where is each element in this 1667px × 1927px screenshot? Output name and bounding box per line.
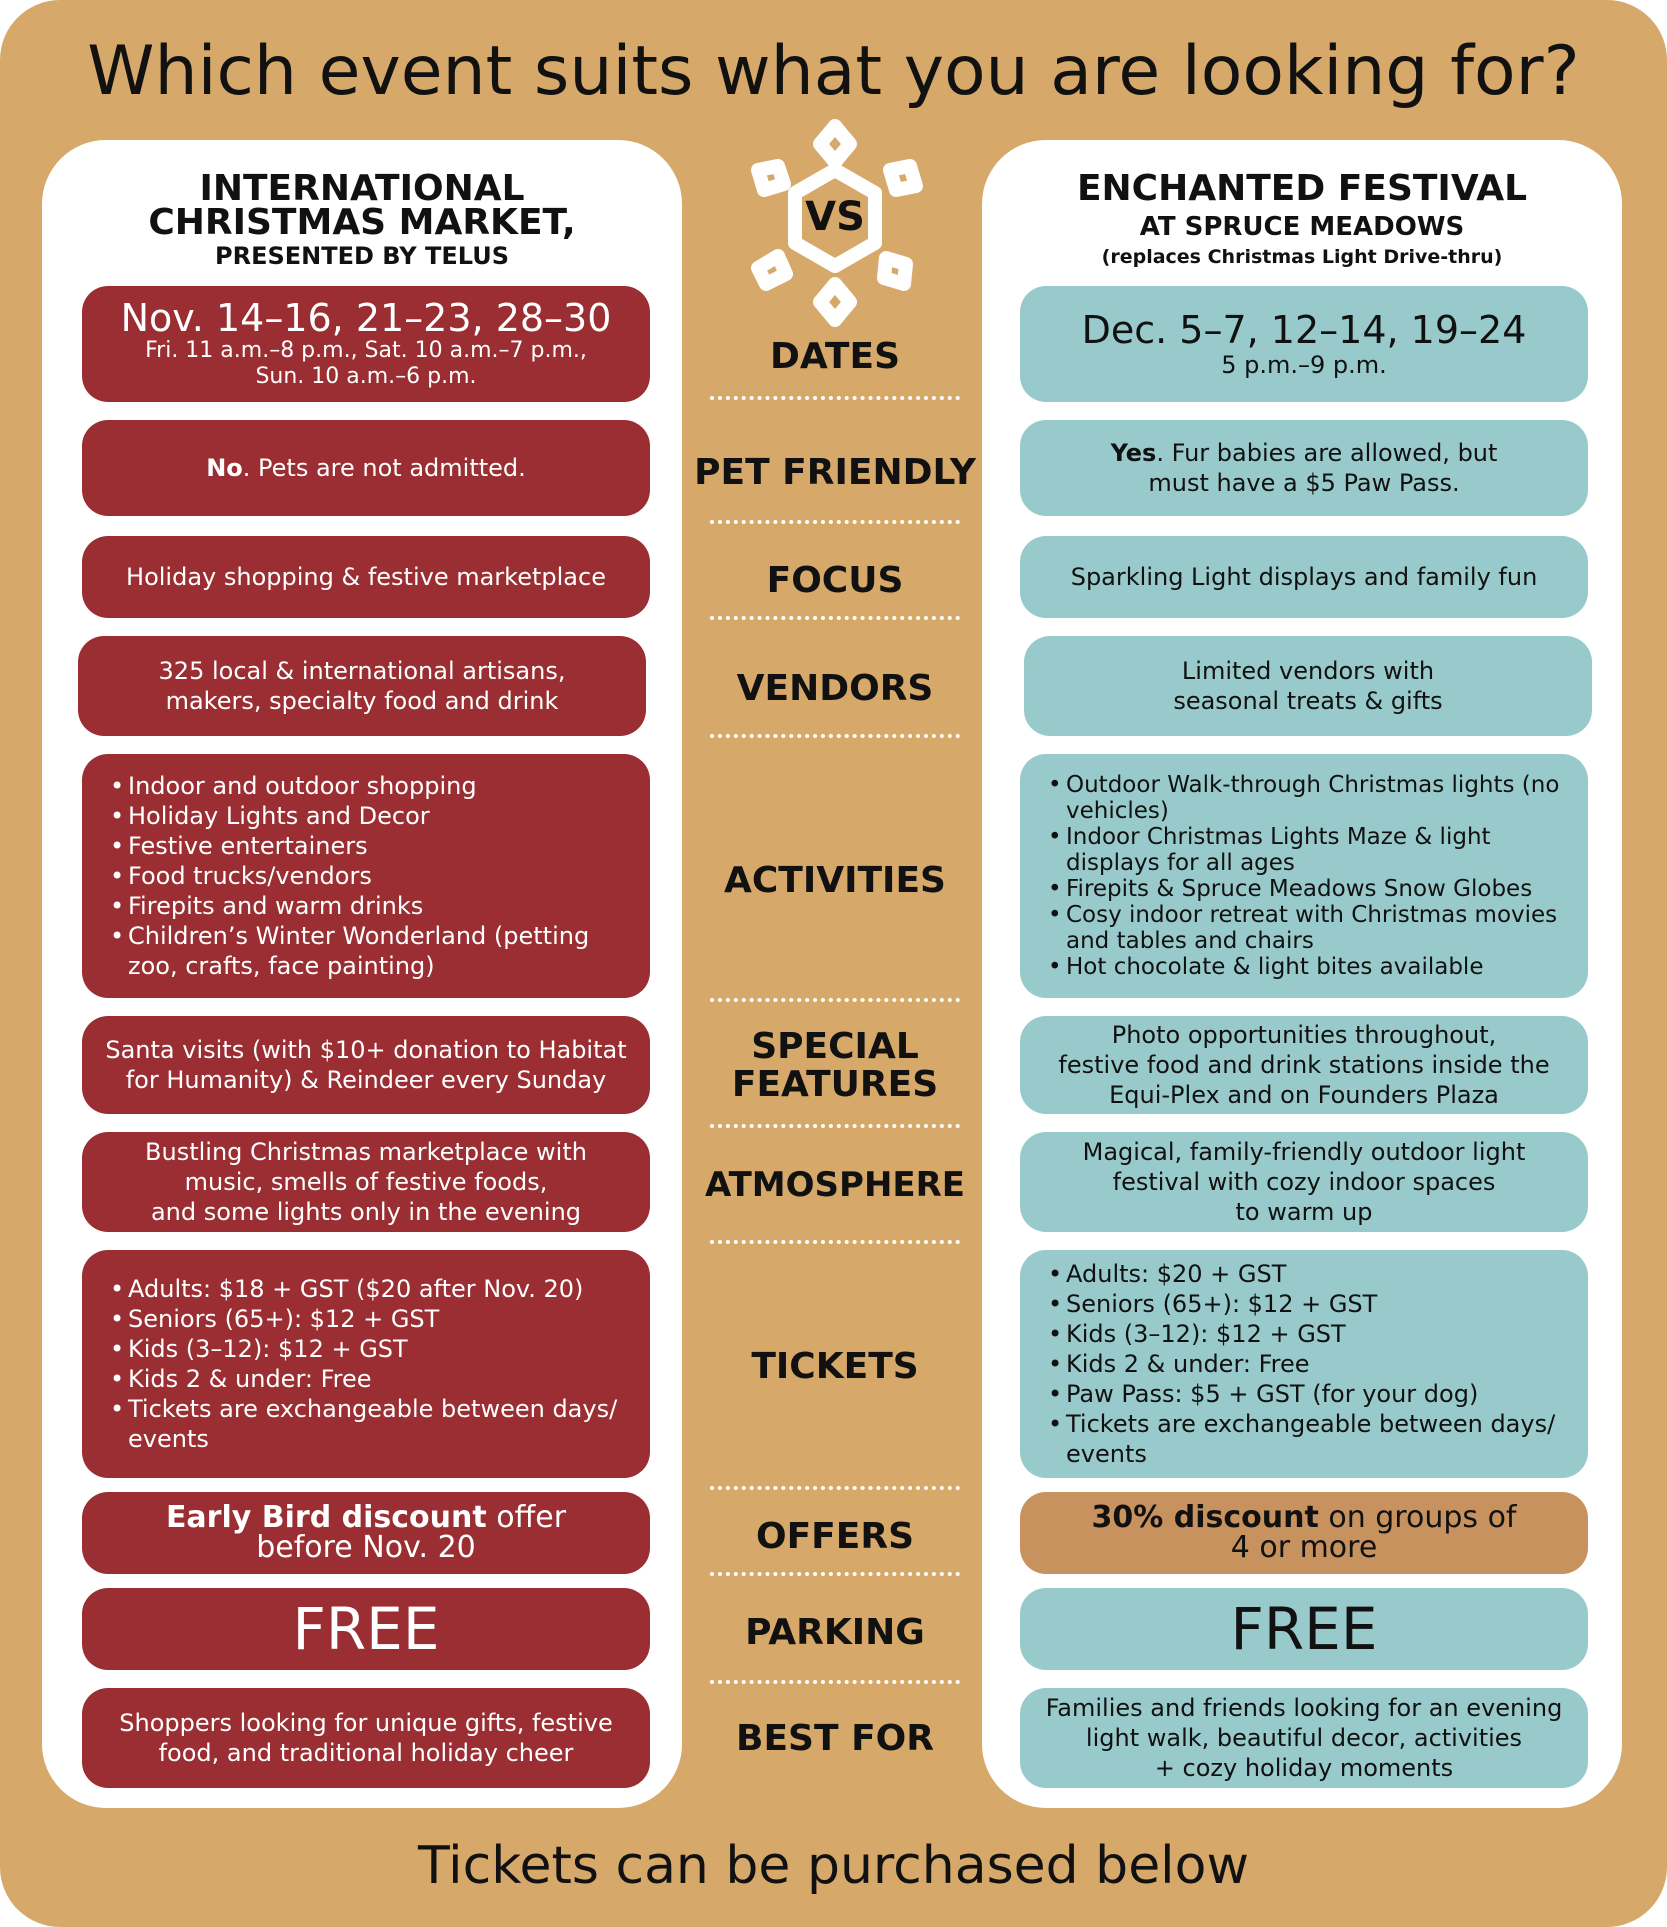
right-tickets-box	[1020, 1250, 1588, 1478]
page-headline: Which event suits what you are looking for?	[87, 32, 1580, 111]
left-best-box	[82, 1688, 650, 1788]
list-item: • Adults: $18 + GST ($20 after Nov. 20)	[110, 1274, 632, 1304]
left-best-line1: Shoppers looking for unique gifts, festive	[119, 1709, 613, 1737]
right-vendors-box	[1024, 636, 1592, 736]
right-special-line3: Equi-Plex and on Founders Plaza	[1109, 1081, 1499, 1109]
right-best-line3: + cozy holiday moments	[1154, 1754, 1454, 1782]
left-offers-highlight: Early Bird discount	[165, 1500, 487, 1535]
left-vendors-line2: makers, specialty food and drink	[165, 687, 559, 715]
left-offers-detail1: offer	[486, 1500, 567, 1535]
label-special-line1: SPECIAL	[751, 1026, 919, 1067]
divider	[710, 1680, 960, 1684]
left-atmosphere-line3: and some lights only in the evening	[150, 1198, 582, 1226]
label-pet-friendly: PET FRIENDLY	[694, 452, 976, 493]
right-dates-box	[1020, 286, 1588, 402]
divider	[710, 734, 960, 738]
right-vendors-line1: Limited vendors with	[1181, 657, 1435, 685]
left-activities-box	[82, 754, 650, 998]
right-offers-highlight: 30% discount	[1091, 1500, 1319, 1535]
right-parking-box	[1020, 1588, 1588, 1670]
left-offers-box	[82, 1492, 650, 1574]
left-special-line2: for Humanity) & Reindeer every Sunday	[125, 1066, 607, 1094]
vs-text: VS	[805, 194, 865, 240]
left-pets-answer: No	[206, 454, 243, 482]
list-item: • Holiday Lights and Decor	[110, 801, 632, 831]
list-item: • Adults: $20 + GST	[1048, 1259, 1570, 1289]
label-dates: DATES	[769, 336, 901, 377]
list-item: • Seniors (65+): $12 + GST	[1048, 1289, 1570, 1319]
label-tickets: TICKETS	[751, 1346, 919, 1387]
right-best-line2: light walk, beautiful decor, activities	[1085, 1724, 1523, 1752]
right-title-line3: (replaces Christmas Light Drive-thru)	[1101, 246, 1503, 268]
list-item: • Hot chocolate & light bites available	[1048, 954, 1570, 980]
left-dates-main: Nov. 14–16, 21–23, 28–30	[120, 296, 612, 340]
list-item: • Food trucks/vendors	[110, 861, 632, 891]
left-dates-hours1: Fri. 11 a.m.–8 p.m., Sat. 10 a.m.–7 p.m.,	[145, 338, 587, 363]
label-parking: PARKING	[745, 1612, 925, 1653]
left-vendors-box	[78, 636, 646, 736]
left-vendors-line1: 325 local & international artisans,	[158, 657, 566, 685]
list-item: • Kids (3–12): $12 + GST	[1048, 1319, 1570, 1349]
divider	[710, 396, 960, 400]
right-special-line1: Photo opportunities throughout,	[1111, 1021, 1497, 1049]
right-atmosphere-box	[1020, 1132, 1588, 1232]
left-atmosphere-box	[82, 1132, 650, 1232]
right-title-line2: AT SPRUCE MEADOWS	[1139, 212, 1465, 242]
right-atmosphere-line2: festival with cozy indoor spaces	[1112, 1168, 1496, 1196]
right-offers-detail2: 4 or more	[1230, 1530, 1378, 1565]
list-item: • Indoor and outdoor shopping	[110, 771, 632, 801]
left-focus-box	[82, 536, 650, 618]
left-special-line1: Santa visits (with $10+ donation to Habitat	[105, 1036, 627, 1064]
left-dates-hours2: Sun. 10 a.m.–6 p.m.	[255, 364, 477, 389]
label-best-for: BEST FOR	[736, 1718, 934, 1759]
right-pets-box	[1020, 420, 1588, 516]
list-item: • Kids (3–12): $12 + GST	[110, 1334, 632, 1364]
left-atmosphere-line1: Bustling Christmas marketplace with	[145, 1138, 587, 1166]
label-offers: OFFERS	[755, 1516, 915, 1557]
left-parking-box	[82, 1588, 650, 1670]
list-item: • Paw Pass: $5 + GST (for your dog)	[1048, 1379, 1570, 1409]
left-best-line2: food, and traditional holiday cheer	[158, 1739, 574, 1767]
list-item: • Outdoor Walk-through Christmas lights (no vehicles)	[1048, 772, 1570, 824]
left-pets-detail: . Pets are not admitted.	[242, 454, 526, 482]
list-item: • Children’s Winter Wonderland (petting zoo, crafts, face painting)	[110, 921, 632, 981]
right-best-box	[1020, 1688, 1588, 1788]
list-item: • Firepits & Spruce Meadows Snow Globes	[1048, 876, 1570, 902]
left-offers-detail2: before Nov. 20	[256, 1530, 476, 1565]
right-pets-answer: Yes	[1110, 439, 1157, 467]
right-dates-hours: 5 p.m.–9 p.m.	[1221, 351, 1387, 379]
right-atmosphere-line1: Magical, family-friendly outdoor light	[1082, 1138, 1526, 1166]
label-atmosphere: ATMOSPHERE	[704, 1165, 966, 1205]
left-title-line1: INTERNATIONAL	[199, 168, 525, 209]
divider	[710, 520, 960, 524]
right-offers-box	[1020, 1492, 1588, 1574]
divider	[710, 1486, 960, 1490]
divider	[710, 1572, 960, 1576]
right-title-line1: ENCHANTED FESTIVAL	[1076, 168, 1528, 209]
right-activities-box	[1020, 754, 1588, 998]
right-offers-detail1: on groups of	[1318, 1500, 1517, 1535]
right-special-line2: festive food and drink stations inside the	[1058, 1051, 1550, 1079]
left-dates-box	[82, 286, 650, 402]
right-dates-main: Dec. 5–7, 12–14, 19–24	[1081, 308, 1527, 352]
footer-cta[interactable]: Tickets can be purchased below	[418, 1836, 1249, 1896]
label-focus: FOCUS	[766, 560, 904, 601]
label-special-line2: FEATURES	[731, 1064, 939, 1105]
snowflake-vs-icon	[740, 118, 930, 328]
left-special-box	[82, 1016, 650, 1114]
left-atmosphere-line2: music, smells of festive foods,	[184, 1168, 548, 1196]
divider	[710, 1124, 960, 1128]
left-pets-box	[82, 420, 650, 516]
right-focus-box	[1020, 536, 1588, 618]
list-item: • Kids 2 & under: Free	[1048, 1349, 1570, 1379]
left-parking-text: FREE	[292, 1595, 440, 1663]
divider	[710, 616, 960, 620]
right-parking-text: FREE	[1230, 1595, 1378, 1663]
right-special-box	[1020, 1016, 1588, 1114]
right-pets-detail1: . Fur babies are allowed, but	[1156, 439, 1498, 467]
left-title-line2: CHRISTMAS MARKET,	[148, 202, 576, 243]
list-item: • Tickets are exchangeable between days/ events	[1048, 1409, 1570, 1469]
list-item: • Cosy indoor retreat with Christmas movies and tables and chairs	[1048, 902, 1570, 954]
label-vendors: VENDORS	[736, 668, 934, 709]
list-item: • Kids 2 & under: Free	[110, 1364, 632, 1394]
left-tickets-box	[82, 1250, 650, 1478]
left-title-line3: PRESENTED BY TELUS	[215, 242, 509, 270]
list-item: • Festive entertainers	[110, 831, 632, 861]
left-focus-text: Holiday shopping & festive marketplace	[126, 563, 606, 591]
right-focus-text: Sparkling Light displays and family fun	[1070, 563, 1538, 591]
right-vendors-line2: seasonal treats & gifts	[1173, 687, 1443, 715]
list-item: • Tickets are exchangeable between days/ events	[110, 1394, 632, 1454]
right-pets-detail2: must have a $5 Paw Pass.	[1148, 469, 1460, 497]
list-item: • Indoor Christmas Lights Maze & light displays for all ages	[1048, 824, 1570, 876]
right-best-line1: Families and friends looking for an evening	[1045, 1694, 1563, 1722]
label-special-features	[690, 1028, 980, 1104]
list-item: • Firepits and warm drinks	[110, 891, 632, 921]
divider	[710, 1240, 960, 1244]
label-activities: ACTIVITIES	[724, 860, 946, 901]
right-atmosphere-line3: to warm up	[1235, 1198, 1373, 1226]
divider	[710, 998, 960, 1002]
list-item: • Seniors (65+): $12 + GST	[110, 1304, 632, 1334]
